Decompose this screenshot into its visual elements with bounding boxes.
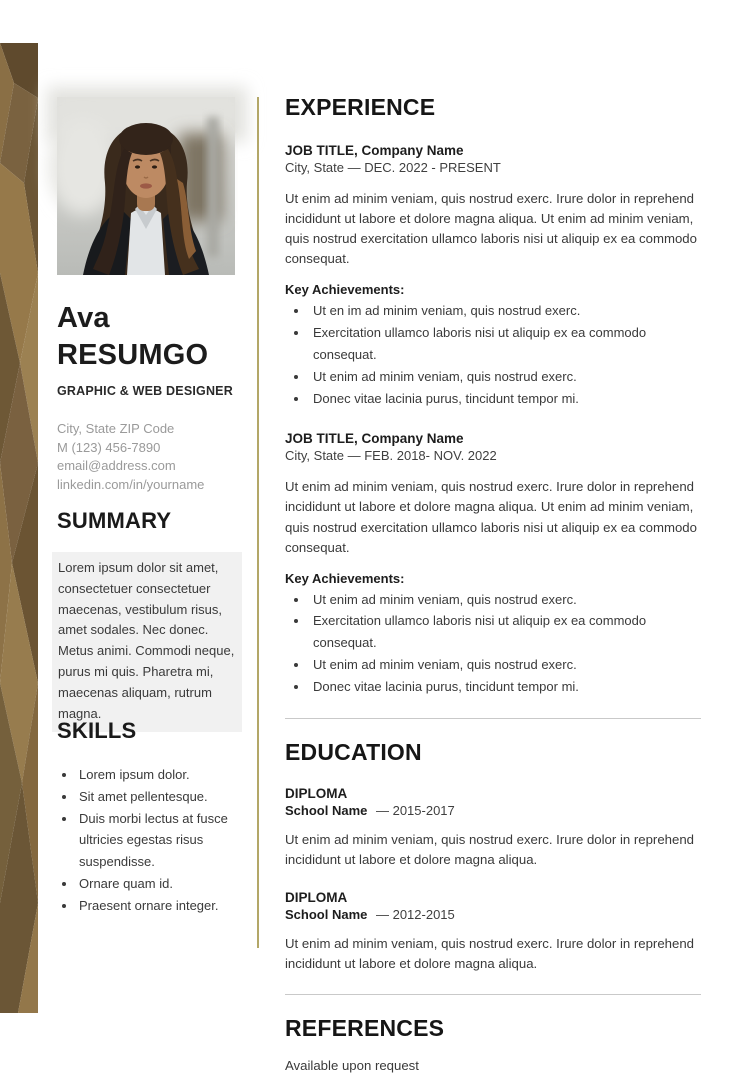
job-location-dates: City, State — FEB. 2018- NOV. 2022 (285, 448, 497, 464)
achievement-item: • Ut enim ad minim veniam, quis nostrud exerc. (309, 366, 701, 388)
skill-item: • Ornare quam id. (77, 873, 262, 895)
main-content (285, 94, 701, 1073)
contact-address: City, State ZIP Code (57, 421, 175, 437)
school-dates: — 2015-2017 (375, 802, 455, 818)
summary-text: Lorem ipsum dolor sit amet, consectetuer consectetuer maecenas, vestibulum risus, amet sodales. Nec donec. Metus animi. Commodi neque, purus mi quis. Pharetra mi, maecenas aliquam, rutrum magna. (52, 552, 242, 732)
section-divider (285, 718, 701, 719)
achievement-item: • Donec vitae lacinia purus, tincidunt tempor mi. (309, 676, 701, 698)
section-divider (285, 994, 701, 995)
contact-block (57, 420, 239, 494)
school-name: School Name (285, 906, 368, 922)
skill-item: • Praesent ornare integer. (77, 895, 262, 917)
skills-list (57, 764, 262, 917)
summary-heading: SUMMARY (57, 508, 172, 533)
achievements-label: Key Achievements: (285, 282, 405, 298)
education-entry (285, 890, 701, 974)
job-description: Ut enim ad minim veniam, quis nostrud exerc. Irure dolor in reprehend incididunt ut labore et dolore magna aliqua. Ut enim ad minim veniam, quis nostrud exercitation ullamco laboris nisi ut aliquip ex ea commodo consequat. (285, 191, 697, 267)
skill-item: • Lorem ipsum dolor. (77, 764, 262, 786)
contact-linkedin: linkedin.com/in/yourname (57, 476, 205, 492)
job-title: JOB TITLE, Company Name (285, 431, 464, 447)
experience-entry (285, 143, 701, 409)
degree-title: DIPLOMA (285, 889, 348, 905)
education-description: Ut enim ad minim veniam, quis nostrud exerc. Irure dolor in reprehend incididunt ut labore et dolore magna aliqua. (285, 831, 694, 867)
job-location-dates: City, State — DEC. 2022 - PRESENT (285, 160, 501, 175)
school-line (285, 803, 701, 818)
job-description: Ut enim ad minim veniam, quis nostrud exerc. Irure dolor in reprehend incididunt ut labore et dolore magna aliqua. Ut enim ad minim veniam, quis nostrud exercitation ullamco laboris nisi ut aliquip ex ea commodo consequat. (285, 479, 697, 555)
identity-block (57, 300, 239, 494)
achievements-label: Key Achievements: (285, 570, 405, 586)
achievement-item: • Exercitation ullamco laboris nisi ut aliquip ex ea commodo consequat. (309, 610, 701, 654)
references-heading: REFERENCES (285, 1015, 445, 1042)
decorative-polygon-strip (0, 43, 38, 1013)
school-name: School Name (285, 802, 368, 818)
skill-item: • Duis morbi lectus at fusce ultricies egestas risus suspendisse. (77, 808, 262, 873)
achievement-item: • Ut enim ad minim veniam, quis nostrud exerc. (309, 589, 701, 611)
education-description: Ut enim ad minim veniam, quis nostrud exerc. Irure dolor in reprehend incididunt ut labore et dolore magna aliqua. (285, 935, 694, 971)
experience-heading: EXPERIENCE (285, 94, 436, 120)
education-entry (285, 786, 701, 870)
education-heading: EDUCATION (285, 738, 422, 765)
skill-item: • Sit amet pellentesque. (77, 786, 262, 808)
achievements-list (285, 589, 701, 698)
vertical-divider (257, 97, 259, 948)
achievement-item: • Ut enim ad minim veniam, quis nostrud exerc. (309, 654, 701, 676)
contact-phone: M (123) 456-7890 (57, 439, 161, 455)
achievements-list (285, 300, 701, 409)
first-name: Ava (57, 302, 110, 334)
last-name: RESUMGO (57, 339, 209, 372)
candidate-name (57, 300, 239, 374)
experience-entry (285, 431, 701, 697)
achievement-item: • Exercitation ullamco laboris nisi ut aliquip ex ea commodo consequat. (309, 322, 701, 366)
achievement-item: • Ut en im ad minim veniam, quis nostrud exerc. (309, 300, 701, 322)
references-text: Available upon request (285, 1058, 419, 1073)
job-title: JOB TITLE, Company Name (285, 143, 464, 158)
degree-title: DIPLOMA (285, 785, 348, 801)
skills-heading: SKILLS (57, 718, 137, 743)
contact-email: email@address.com (57, 458, 176, 474)
achievement-item: • Donec vitae lacinia purus, tincidunt tempor mi. (309, 388, 701, 410)
school-line (285, 907, 701, 922)
profile-photo (57, 97, 235, 275)
candidate-job-title: GRAPHIC & WEB DESIGNER (57, 384, 233, 399)
school-dates: — 2012-2015 (375, 906, 455, 922)
